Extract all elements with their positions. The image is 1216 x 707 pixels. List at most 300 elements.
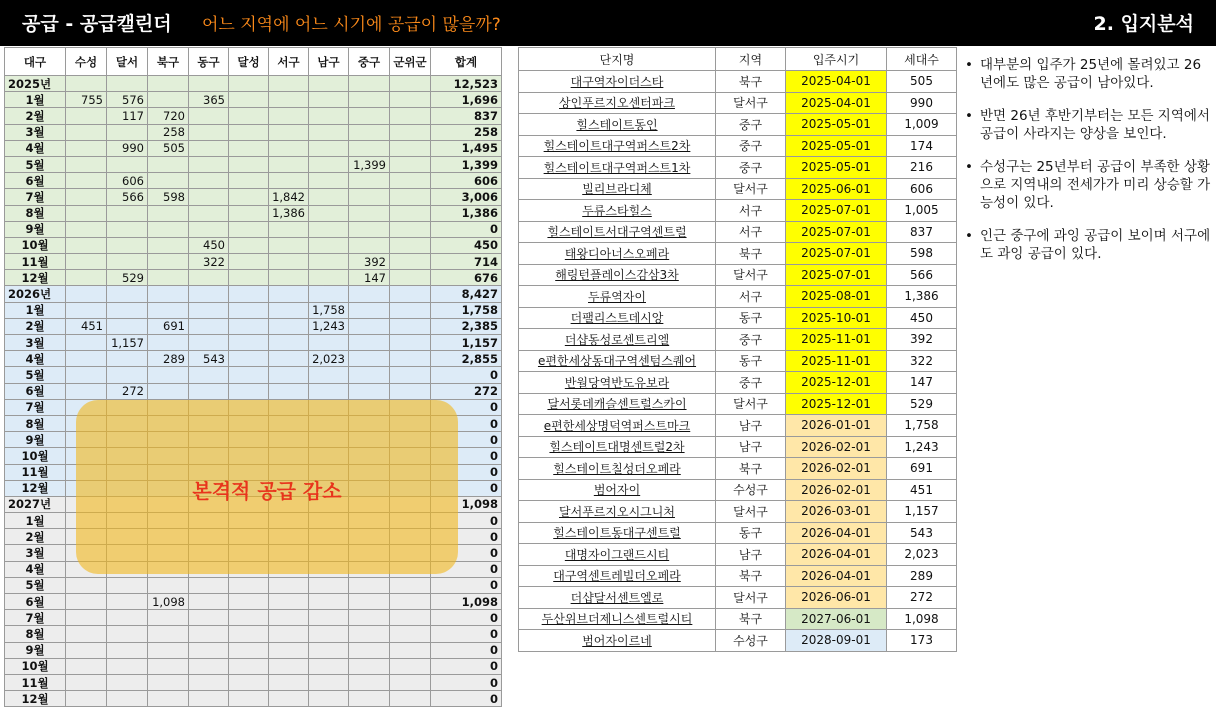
supply-col-header: 달성 <box>229 48 269 76</box>
supply-cell <box>309 108 349 124</box>
row-label: 2월 <box>5 529 66 545</box>
row-label: 5월 <box>5 577 66 593</box>
supply-cell <box>107 302 148 318</box>
supply-decline-label: 본격적 공급 감소 <box>192 479 342 503</box>
supply-cell <box>269 76 309 92</box>
complex-name: e편한세상명덕역퍼스트마크 <box>519 415 716 437</box>
row-total: 1,157 <box>431 335 502 351</box>
complex-region: 남구 <box>716 436 786 458</box>
supply-cell <box>148 674 189 690</box>
row-label: 2025년 <box>5 76 66 92</box>
complex-units: 272 <box>887 587 957 609</box>
supply-cell <box>390 124 431 140</box>
supply-cell <box>309 626 349 642</box>
complex-units: 289 <box>887 565 957 587</box>
complex-move-in-date: 2026-01-01 <box>786 415 887 437</box>
supply-cell <box>107 691 148 707</box>
row-label: 4월 <box>5 140 66 156</box>
row-label: 11월 <box>5 254 66 270</box>
month-row <box>5 270 502 286</box>
supply-cell <box>309 610 349 626</box>
supply-cell <box>189 318 229 334</box>
supply-cell <box>66 691 107 707</box>
month-row <box>5 156 502 172</box>
supply-cell <box>229 302 269 318</box>
supply-cell: 322 <box>189 254 229 270</box>
supply-cell <box>189 577 229 593</box>
complex-units: 837 <box>887 221 957 243</box>
supply-cell <box>189 173 229 189</box>
complex-units: 1,009 <box>887 114 957 136</box>
supply-cell <box>349 237 390 253</box>
supply-cell <box>107 610 148 626</box>
complex-region: 서구 <box>716 221 786 243</box>
supply-cell: 755 <box>66 92 107 108</box>
complex-name: 태왕디아너스오페라 <box>519 243 716 265</box>
supply-cell <box>390 254 431 270</box>
row-total: 272 <box>431 383 502 399</box>
complex-move-in-date: 2025-10-01 <box>786 307 887 329</box>
row-label: 1월 <box>5 513 66 529</box>
supply-cell: 691 <box>148 318 189 334</box>
supply-cell <box>309 674 349 690</box>
supply-col-header: 수성 <box>66 48 107 76</box>
supply-cell <box>66 173 107 189</box>
supply-col-header: 대구 <box>5 48 66 76</box>
supply-cell <box>148 286 189 302</box>
supply-cell <box>189 140 229 156</box>
supply-cell <box>349 76 390 92</box>
row-total: 676 <box>431 270 502 286</box>
supply-col-header: 동구 <box>189 48 229 76</box>
supply-cell <box>390 335 431 351</box>
row-label: 7월 <box>5 189 66 205</box>
complex-name: 상인푸르지오센터파크 <box>519 92 716 114</box>
complex-move-in-date: 2026-02-01 <box>786 436 887 458</box>
row-label: 8월 <box>5 626 66 642</box>
supply-cell <box>66 108 107 124</box>
supply-cell <box>269 626 309 642</box>
supply-cell <box>66 76 107 92</box>
complex-name: 빌리브라디체 <box>519 178 716 200</box>
supply-cell <box>148 367 189 383</box>
supply-cell: 117 <box>107 108 148 124</box>
supply-cell <box>66 254 107 270</box>
supply-calendar-table <box>4 47 502 707</box>
complex-row <box>519 565 957 587</box>
row-total: 1,696 <box>431 92 502 108</box>
row-label: 12월 <box>5 480 66 496</box>
complex-row <box>519 393 957 415</box>
supply-cell <box>309 124 349 140</box>
supply-cell <box>189 691 229 707</box>
supply-cell <box>390 642 431 658</box>
row-total: 0 <box>431 221 502 237</box>
supply-cell <box>148 302 189 318</box>
supply-cell <box>390 237 431 253</box>
supply-cell: 505 <box>148 140 189 156</box>
supply-cell <box>390 318 431 334</box>
supply-cell <box>66 367 107 383</box>
supply-cell <box>309 594 349 610</box>
row-total: 1,758 <box>431 302 502 318</box>
complex-region: 북구 <box>716 608 786 630</box>
complex-units: 1,758 <box>887 415 957 437</box>
complex-region: 중구 <box>716 135 786 157</box>
supply-cell: 1,386 <box>269 205 309 221</box>
supply-cell <box>189 335 229 351</box>
supply-cell <box>269 367 309 383</box>
complex-region: 달서구 <box>716 264 786 286</box>
supply-cell <box>269 237 309 253</box>
complex-region: 서구 <box>716 286 786 308</box>
row-label: 7월 <box>5 610 66 626</box>
supply-cell <box>309 254 349 270</box>
supply-col-header: 북구 <box>148 48 189 76</box>
supply-cell <box>309 270 349 286</box>
complex-row <box>519 92 957 114</box>
complex-units: 529 <box>887 393 957 415</box>
supply-cell <box>107 221 148 237</box>
supply-cell <box>189 221 229 237</box>
supply-cell <box>107 674 148 690</box>
row-total: 1,386 <box>431 205 502 221</box>
supply-cell <box>390 156 431 172</box>
supply-cell <box>309 691 349 707</box>
supply-cell <box>269 318 309 334</box>
month-row <box>5 318 502 334</box>
row-label: 11월 <box>5 674 66 690</box>
complex-units: 1,386 <box>887 286 957 308</box>
supply-cell <box>349 173 390 189</box>
row-label: 2월 <box>5 318 66 334</box>
supply-cell: 576 <box>107 92 148 108</box>
supply-cell <box>66 335 107 351</box>
supply-cell <box>66 270 107 286</box>
row-label: 9월 <box>5 642 66 658</box>
section-label: 2. 입지분석 <box>1093 13 1194 35</box>
row-total: 0 <box>431 545 502 561</box>
supply-cell <box>269 92 309 108</box>
supply-cell <box>189 270 229 286</box>
complex-row <box>519 587 957 609</box>
supply-cell <box>349 205 390 221</box>
supply-cell <box>269 594 309 610</box>
complex-name: 힐스테이트동대구센트럴 <box>519 522 716 544</box>
supply-cell <box>148 658 189 674</box>
supply-cell <box>390 594 431 610</box>
row-label: 1월 <box>5 302 66 318</box>
complex-region: 중구 <box>716 114 786 136</box>
year-row <box>5 286 502 302</box>
month-row <box>5 173 502 189</box>
supply-cell: 598 <box>148 189 189 205</box>
supply-cell <box>66 674 107 690</box>
supply-cell <box>269 577 309 593</box>
supply-col-header: 군위군 <box>390 48 431 76</box>
supply-cell <box>66 140 107 156</box>
complex-row <box>519 501 957 523</box>
supply-cell <box>229 108 269 124</box>
complex-list-table <box>518 47 957 652</box>
supply-col-header: 남구 <box>309 48 349 76</box>
complex-row <box>519 135 957 157</box>
complex-region: 남구 <box>716 415 786 437</box>
row-total: 0 <box>431 367 502 383</box>
complex-move-in-date: 2025-11-01 <box>786 350 887 372</box>
supply-cell <box>229 383 269 399</box>
row-total: 1,495 <box>431 140 502 156</box>
complex-row <box>519 436 957 458</box>
row-total: 606 <box>431 173 502 189</box>
analysis-bullet: • 인근 중구에 과잉 공급이 보이며 서구에도 과잉 공급이 있다. <box>962 227 1212 263</box>
supply-cell <box>269 156 309 172</box>
complex-region: 동구 <box>716 522 786 544</box>
complex-move-in-date: 2026-02-01 <box>786 479 887 501</box>
complex-name: 범어자이 <box>519 479 716 501</box>
supply-cell <box>269 173 309 189</box>
supply-cell <box>390 221 431 237</box>
month-row <box>5 124 502 140</box>
month-row <box>5 205 502 221</box>
complex-move-in-date: 2025-04-01 <box>786 71 887 93</box>
complex-name: 범어자이르네 <box>519 630 716 652</box>
supply-cell <box>66 383 107 399</box>
supply-cell <box>148 335 189 351</box>
supply-cell <box>309 383 349 399</box>
supply-cell <box>189 156 229 172</box>
row-label: 3월 <box>5 124 66 140</box>
supply-cell <box>66 205 107 221</box>
supply-cell <box>229 658 269 674</box>
supply-cell <box>148 642 189 658</box>
complex-move-in-date: 2027-06-01 <box>786 608 887 630</box>
analysis-bullet: • 수성구는 25년부터 공급이 부족한 상황으로 지역내의 전세가가 미리 상승할 가능성이 있다. <box>962 158 1212 212</box>
supply-cell <box>148 237 189 253</box>
row-total: 0 <box>431 658 502 674</box>
supply-cell <box>349 92 390 108</box>
supply-cell <box>349 351 390 367</box>
complex-move-in-date: 2026-02-01 <box>786 458 887 480</box>
supply-cell <box>269 691 309 707</box>
analysis-bullets <box>962 56 1212 278</box>
supply-cell: 1,098 <box>148 594 189 610</box>
complex-units: 606 <box>887 178 957 200</box>
row-label: 10월 <box>5 448 66 464</box>
complex-units: 451 <box>887 479 957 501</box>
supply-cell <box>269 286 309 302</box>
month-row <box>5 367 502 383</box>
supply-cell <box>107 124 148 140</box>
complex-name: 힐스테이트대명센트럴2차 <box>519 436 716 458</box>
supply-cell <box>390 674 431 690</box>
complex-row <box>519 200 957 222</box>
row-label: 10월 <box>5 658 66 674</box>
supply-cell <box>148 691 189 707</box>
row-label: 9월 <box>5 432 66 448</box>
page-title: 공급 - 공급캘린더 <box>22 13 172 35</box>
month-row <box>5 335 502 351</box>
row-label: 12월 <box>5 691 66 707</box>
page-question: 어느 지역에 어느 시기에 공급이 많을까? <box>202 15 501 35</box>
complex-move-in-date: 2025-07-01 <box>786 243 887 265</box>
month-row <box>5 577 502 593</box>
complex-region: 수성구 <box>716 479 786 501</box>
supply-cell <box>390 367 431 383</box>
supply-cell <box>66 594 107 610</box>
complex-row <box>519 157 957 179</box>
supply-cell <box>349 189 390 205</box>
complex-units: 392 <box>887 329 957 351</box>
complex-col-header: 지역 <box>716 48 786 71</box>
supply-cell <box>189 367 229 383</box>
complex-name: 힐스테이트대구역퍼스트2차 <box>519 135 716 157</box>
supply-cell: 147 <box>349 270 390 286</box>
complex-move-in-date: 2026-04-01 <box>786 565 887 587</box>
complex-row <box>519 221 957 243</box>
complex-row <box>519 544 957 566</box>
supply-cell: 1,842 <box>269 189 309 205</box>
supply-cell <box>309 335 349 351</box>
complex-units: 691 <box>887 458 957 480</box>
row-label: 4월 <box>5 561 66 577</box>
complex-move-in-date: 2025-08-01 <box>786 286 887 308</box>
supply-cell: 451 <box>66 318 107 334</box>
supply-cell <box>66 156 107 172</box>
complex-region: 북구 <box>716 565 786 587</box>
supply-cell <box>349 674 390 690</box>
supply-cell <box>390 108 431 124</box>
row-label: 3월 <box>5 335 66 351</box>
supply-cell <box>189 674 229 690</box>
supply-cell <box>269 610 309 626</box>
supply-cell <box>349 626 390 642</box>
complex-row <box>519 286 957 308</box>
supply-cell <box>229 254 269 270</box>
complex-name: 두류역자이 <box>519 286 716 308</box>
month-row <box>5 610 502 626</box>
supply-cell <box>107 205 148 221</box>
month-row <box>5 221 502 237</box>
supply-cell <box>349 221 390 237</box>
supply-cell: 272 <box>107 383 148 399</box>
supply-cell <box>309 237 349 253</box>
supply-cell <box>349 367 390 383</box>
supply-col-header: 합계 <box>431 48 502 76</box>
supply-cell <box>229 173 269 189</box>
complex-region: 중구 <box>716 372 786 394</box>
row-label: 9월 <box>5 221 66 237</box>
supply-cell <box>229 367 269 383</box>
row-label: 8월 <box>5 415 66 431</box>
complex-col-header: 세대수 <box>887 48 957 71</box>
supply-cell <box>309 642 349 658</box>
row-total: 12,523 <box>431 76 502 92</box>
complex-row <box>519 350 957 372</box>
supply-cell <box>229 577 269 593</box>
supply-cell <box>107 318 148 334</box>
complex-name: 힐스테이트서대구역센트럴 <box>519 221 716 243</box>
supply-cell <box>229 642 269 658</box>
supply-cell <box>269 221 309 237</box>
supply-cell <box>148 205 189 221</box>
complex-units: 1,243 <box>887 436 957 458</box>
complex-region: 동구 <box>716 350 786 372</box>
supply-cell <box>229 140 269 156</box>
complex-row <box>519 415 957 437</box>
complex-name: 더샵달서센트엘로 <box>519 587 716 609</box>
month-row <box>5 626 502 642</box>
complex-name: 달서롯데캐슬센트럴스카이 <box>519 393 716 415</box>
month-row <box>5 674 502 690</box>
supply-cell: 392 <box>349 254 390 270</box>
complex-move-in-date: 2025-11-01 <box>786 329 887 351</box>
supply-cell <box>189 610 229 626</box>
row-total: 8,427 <box>431 286 502 302</box>
supply-cell <box>349 383 390 399</box>
supply-cell <box>66 351 107 367</box>
supply-cell <box>107 286 148 302</box>
complex-region: 달서구 <box>716 587 786 609</box>
supply-cell: 529 <box>107 270 148 286</box>
supply-cell <box>229 286 269 302</box>
row-total: 0 <box>431 513 502 529</box>
month-row <box>5 691 502 707</box>
month-row <box>5 383 502 399</box>
complex-units: 2,023 <box>887 544 957 566</box>
supply-cell <box>189 76 229 92</box>
complex-units: 1,098 <box>887 608 957 630</box>
supply-cell <box>107 351 148 367</box>
row-total: 837 <box>431 108 502 124</box>
complex-units: 216 <box>887 157 957 179</box>
supply-cell <box>349 577 390 593</box>
supply-cell <box>390 658 431 674</box>
complex-move-in-date: 2026-04-01 <box>786 544 887 566</box>
month-row <box>5 658 502 674</box>
supply-col-header: 서구 <box>269 48 309 76</box>
supply-cell <box>107 367 148 383</box>
supply-cell <box>107 76 148 92</box>
row-label: 10월 <box>5 237 66 253</box>
month-row <box>5 302 502 318</box>
row-total: 2,385 <box>431 318 502 334</box>
complex-move-in-date: 2025-04-01 <box>786 92 887 114</box>
analysis-bullet: • 대부분의 입주가 25년에 몰려있고 26년에도 많은 공급이 남아있다. <box>962 56 1212 92</box>
supply-cell <box>269 383 309 399</box>
supply-cell <box>148 270 189 286</box>
supply-cell <box>189 626 229 642</box>
complex-move-in-date: 2025-12-01 <box>786 372 887 394</box>
row-total: 0 <box>431 464 502 480</box>
row-label: 2027년 <box>5 496 66 512</box>
supply-cell <box>349 140 390 156</box>
supply-cell <box>390 205 431 221</box>
supply-cell <box>229 626 269 642</box>
supply-cell <box>269 270 309 286</box>
row-total: 0 <box>431 610 502 626</box>
complex-name: 힐스테이트동인 <box>519 114 716 136</box>
complex-col-header: 단지명 <box>519 48 716 71</box>
month-row <box>5 140 502 156</box>
supply-cell <box>148 254 189 270</box>
supply-cell <box>189 124 229 140</box>
row-total: 0 <box>431 399 502 415</box>
supply-cell <box>229 335 269 351</box>
complex-row <box>519 114 957 136</box>
complex-region: 달서구 <box>716 178 786 200</box>
supply-cell: 720 <box>148 108 189 124</box>
